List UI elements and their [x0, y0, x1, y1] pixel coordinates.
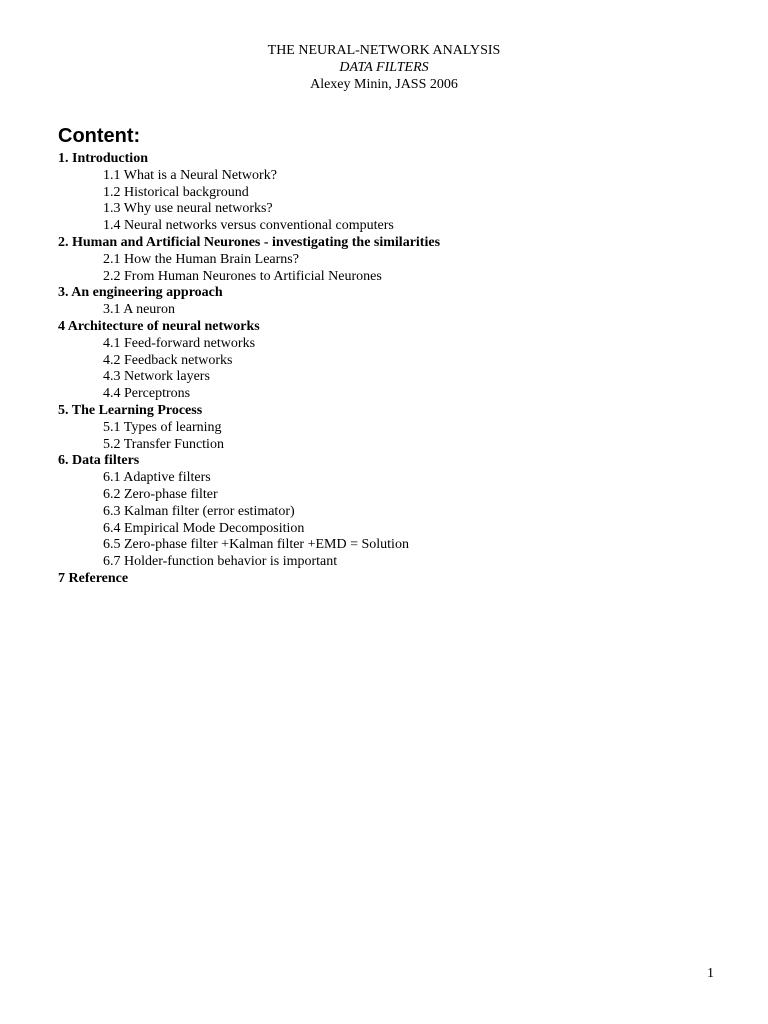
document-title: THE NEURAL-NETWORK ANALYSIS [267, 43, 501, 58]
toc-subsection: 6.2 Zero-phase filter [103, 486, 218, 502]
toc-section: 1. Introduction [58, 151, 148, 166]
document-subtitle: DATA FILTERS [339, 60, 429, 75]
toc-section: 6. Data filters [58, 453, 140, 469]
toc-subsection: 4.1 Feed-forward networks [103, 335, 256, 351]
toc-section: 4 Architecture of neural networks [58, 318, 260, 334]
toc-section: 7 Reference [58, 570, 129, 586]
toc-subsection: 1.4 Neural networks versus conventional computers [103, 218, 394, 234]
toc-subsection: 4.3 Network layers [103, 369, 210, 385]
toc-subsection: 5.2 Transfer Function [103, 436, 224, 452]
toc-subsection: 6.5 Zero-phase filter +Kalman filter +EMD = Solution [103, 537, 409, 553]
document-header [0, 42, 768, 93]
toc-section: 5. The Learning Process [58, 402, 203, 418]
toc-subsection: 1.2 Historical background [103, 184, 249, 200]
toc-subsection: 3.1 A neuron [103, 302, 175, 318]
toc-subsection: 1.3 Why use neural networks? [103, 201, 273, 217]
toc-subsection: 1.1 What is a Neural Network? [103, 167, 277, 183]
page-number: 1 [707, 966, 714, 981]
toc-subsection: 4.4 Perceptrons [103, 386, 191, 402]
toc-subsection: 4.2 Feedback networks [103, 352, 233, 368]
toc-subsection: 2.1 How the Human Brain Learns? [103, 251, 299, 267]
document-author: Alexey Minin, JASS 2006 [310, 77, 458, 92]
toc-subsection: 6.7 Holder-function behavior is important [103, 554, 338, 570]
toc-section: 3. An engineering approach [58, 285, 223, 301]
toc-subsection: 2.2 From Human Neurones to Artificial Neurones [103, 268, 382, 284]
toc-section: 2. Human and Artificial Neurones - investigating the similarities [58, 234, 441, 250]
toc-subsection: 6.3 Kalman filter (error estimator) [103, 503, 295, 519]
content-heading: Content: [58, 125, 141, 147]
toc-subsection: 6.1 Adaptive filters [103, 470, 211, 486]
toc-subsection: 5.1 Types of learning [103, 419, 222, 435]
toc-subsection: 6.4 Empirical Mode Decomposition [103, 520, 305, 536]
table-of-contents [58, 151, 718, 588]
